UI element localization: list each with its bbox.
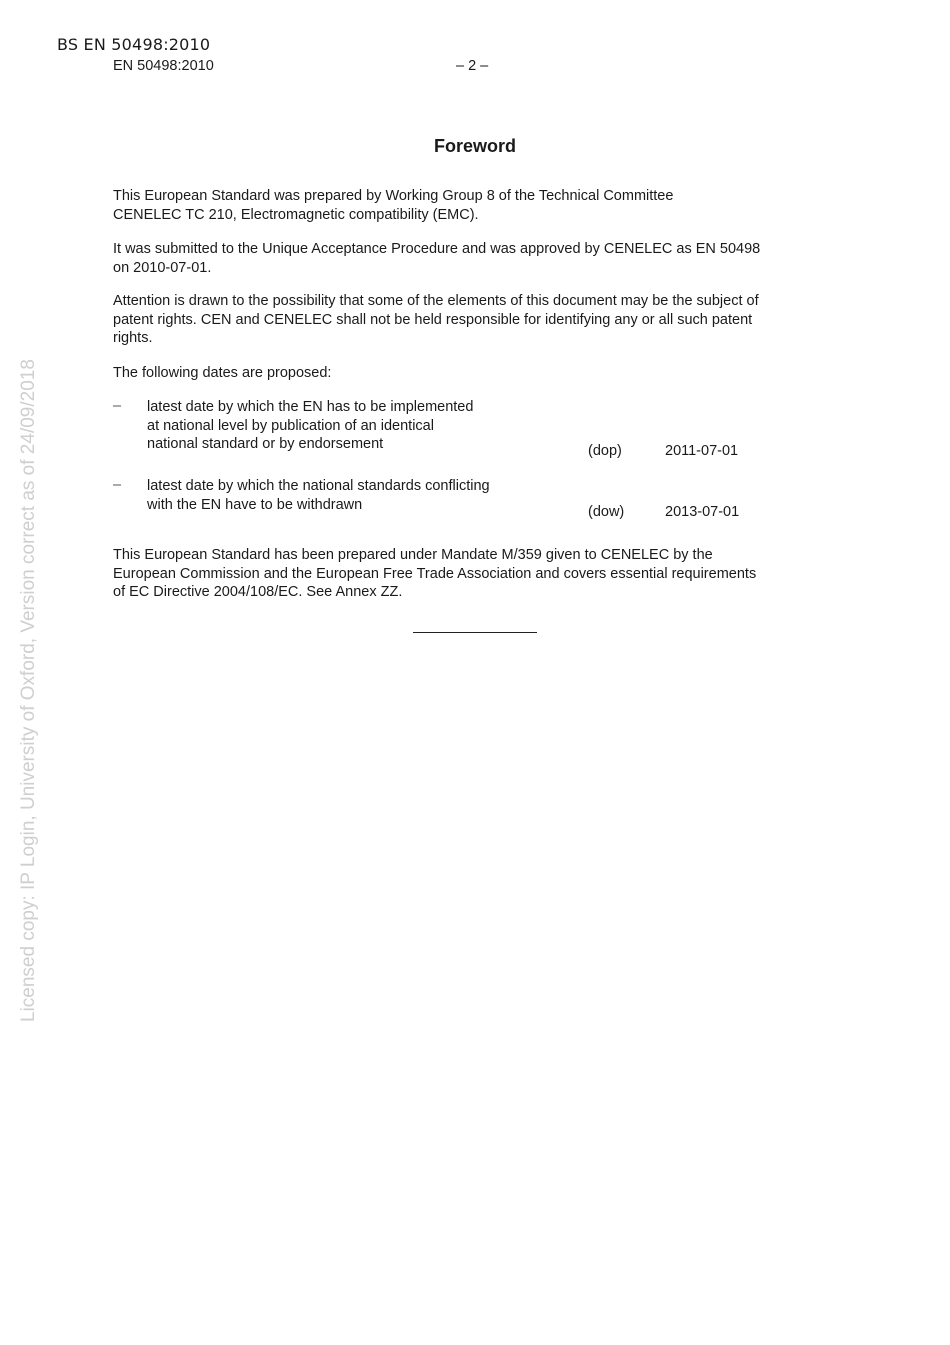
paragraph-working-group (113, 187, 837, 224)
paragraph-approval (113, 240, 837, 277)
page-title: Foreword (433, 136, 516, 156)
paragraph-line: at national level by publication of an identical (147, 417, 434, 434)
paragraph-line: This European Standard was prepared by Working Group 8 of the Technical Committee (113, 188, 674, 204)
paragraph-line: It was submitted to the Unique Acceptance Procedure and was approved by CENELEC as EN 50498 (113, 241, 761, 257)
paragraph-mandate (113, 546, 837, 602)
bs-standard-code: BS EN 50498:2010 (57, 35, 211, 54)
dash-bullet: – (113, 398, 122, 414)
paragraph-dates-intro: The following dates are proposed: (113, 365, 332, 381)
paragraph-line: Attention is drawn to the possibility that some of the elements of this document may be the subject of (113, 293, 759, 309)
paragraph-line: latest date by which the EN has to be implemented (147, 399, 474, 415)
date-code: (dop) (588, 443, 622, 459)
date-code: (dow) (588, 504, 625, 520)
page-number: – 2 – (456, 58, 489, 74)
paragraph-line: of EC Directive 2004/108/EC. See Annex ZZ. (113, 584, 403, 601)
paragraph-line: with the EN have to be withdrawn (147, 496, 363, 513)
paragraph-line: on 2010-07-01. (113, 259, 212, 276)
paragraph-line: national standard or by endorsement (147, 436, 384, 453)
paragraph-line: European Commission and the European Free Trade Association and covers essential requirements (113, 565, 757, 582)
date-item-description (147, 477, 490, 514)
end-divider (413, 632, 537, 633)
dash-bullet: – (113, 477, 122, 493)
running-header-doc-code: EN 50498:2010 (113, 58, 214, 74)
paragraph-line: latest date by which the national standards conflicting (147, 478, 490, 494)
date-value: 2011-07-01 (665, 443, 739, 459)
license-watermark: Licensed copy: IP Login, University of Oxford, Version correct as of 24/09/2018 (18, 359, 39, 1022)
paragraph-line: CENELEC TC 210, Electromagnetic compatibility (EMC). (113, 206, 479, 223)
date-value: 2013-07-01 (665, 504, 740, 520)
paragraph-line: This European Standard has been prepared under Mandate M/359 given to CENELEC by the (113, 547, 713, 563)
paragraph-line: patent rights. CEN and CENELEC shall not be held responsible for identifying any or all such patent (113, 311, 753, 328)
paragraph-patent-rights (113, 292, 837, 348)
date-item-description (147, 398, 473, 454)
paragraph-line: rights. (113, 330, 153, 347)
